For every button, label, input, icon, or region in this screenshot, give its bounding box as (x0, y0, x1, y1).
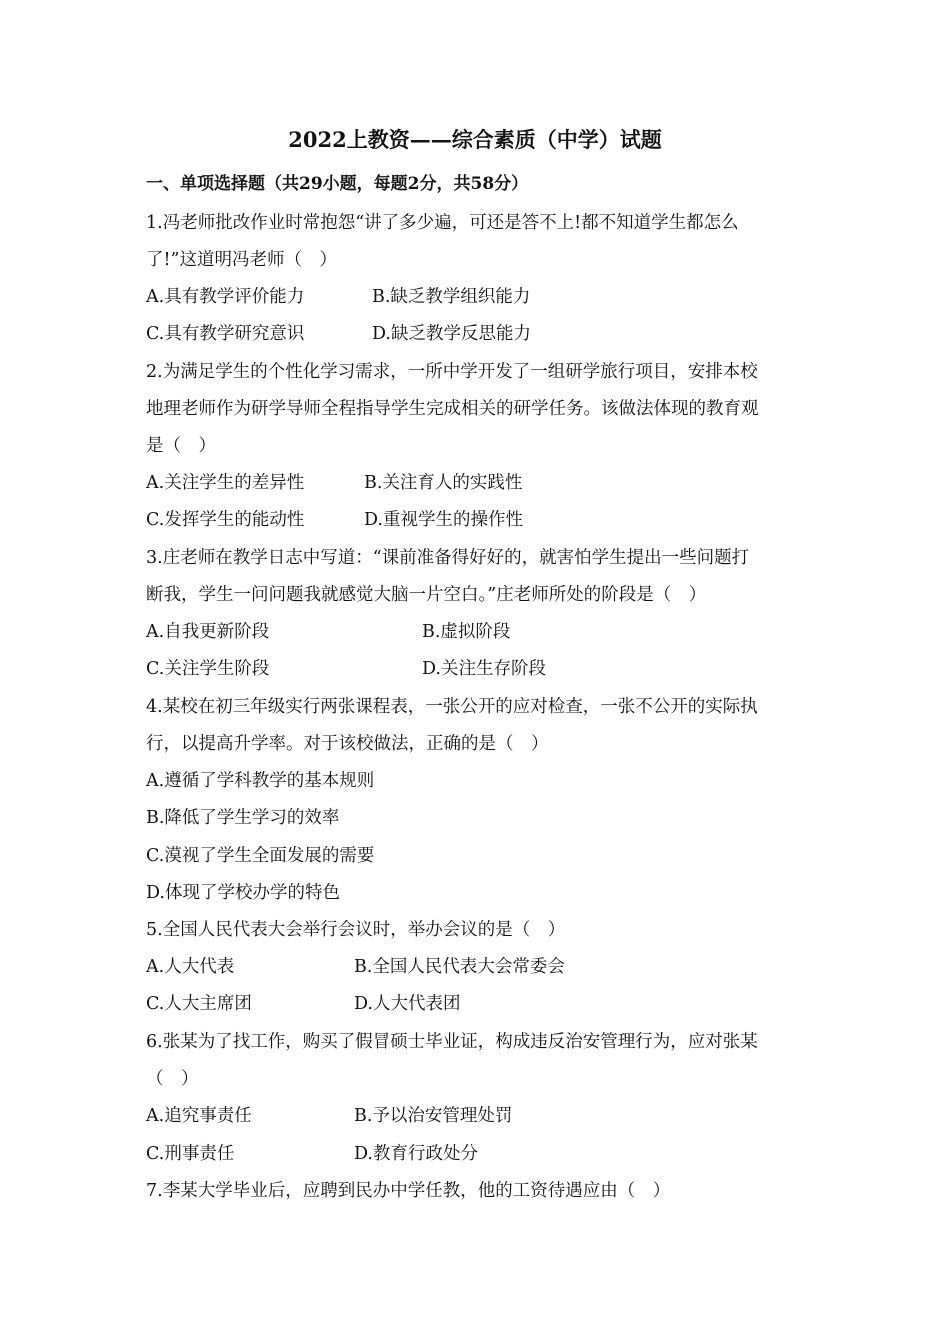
question-3-option-a: A.自我更新阶段 (146, 622, 270, 642)
question-1-option-a: A.具有教学评价能力 (146, 287, 305, 307)
question-2-line-1: 2.为满足学生的个性化学习需求，一所中学开发了一组研学旅行项目，安排本校 (146, 362, 758, 382)
question-2-option-b: B.关注育人的实践性 (364, 473, 523, 493)
question-6-option-d: D.教育行政处分 (354, 1144, 478, 1164)
question-2-line-3: 是（ ） (146, 436, 216, 456)
question-1-option-d: D.缺乏教学反思能力 (372, 324, 531, 344)
question-2-line-2: 地理老师作为研学导师全程指导学生完成相关的研学任务。该做法体现的教育观 (146, 399, 759, 419)
question-6-line-2: （ ） (146, 1069, 199, 1089)
question-2-option-d: D.重视学生的操作性 (364, 510, 523, 530)
question-5-option-d: D.人大代表团 (354, 994, 461, 1014)
question-6-option-b: B.予以治安管理处罚 (354, 1106, 513, 1126)
question-4-line-2: 行，以提高升学率。对于该校做法，正确的是（ ） (146, 734, 549, 754)
question-4-line-1: 4.某校在初三年级实行两张课程表，一张公开的应对检查，一张不公开的实际执 (146, 697, 758, 717)
question-6-option-a: A.追究事责任 (146, 1106, 252, 1126)
question-3-option-c: C.关注学生阶段 (146, 659, 270, 679)
question-5-option-b: B.全国人民代表大会常委会 (354, 957, 565, 977)
section-heading: 一、单项选择题（共29小题，每题2分，共58分） (146, 174, 529, 194)
question-2-option-c: C.发挥学生的能动性 (146, 510, 305, 530)
question-1-line-2: 了!”这道明冯老师（ ） (146, 250, 337, 270)
question-5-option-c: C.人大主席团 (146, 994, 252, 1014)
question-6-option-c: C.刑事责任 (146, 1144, 235, 1164)
question-4-option-b: B.降低了学生学习的效率 (146, 808, 340, 828)
question-1-option-b: B.缺乏教学组织能力 (372, 287, 531, 307)
question-7-line-1: 7.李某大学毕业后，应聘到民办中学任教，他的工资待遇应由（ ） (146, 1181, 671, 1201)
question-5-option-a: A.人大代表 (146, 957, 235, 977)
question-4-option-d: D.体现了学校办学的特色 (146, 883, 340, 903)
question-3-option-b: B.虚拟阶段 (422, 622, 511, 642)
question-4-option-a: A.遵循了学科教学的基本规则 (146, 771, 375, 791)
question-5-line-1: 5.全国人民代表大会举行会议时，举办会议的是（ ） (146, 920, 566, 940)
page-title: 2022上教资——综合素质（中学）试题 (288, 127, 662, 152)
question-2-option-a: A.关注学生的差异性 (146, 473, 305, 493)
question-3-line-2: 断我，学生一问问题我就感觉大脑一片空白。”庄老师所处的阶段是（ ） (146, 585, 707, 605)
question-1-option-c: C.具有教学研究意识 (146, 324, 305, 344)
question-3-line-1: 3.庄老师在教学日志中写道：“课前准备得好好的，就害怕学生提出一些问题打 (146, 548, 750, 568)
question-1-line-1: 1.冯老师批改作业时常抱怨“讲了多少遍，可还是答不上!都不知道学生都怎么 (146, 213, 739, 233)
question-4-option-c: C.漠视了学生全面发展的需要 (146, 846, 375, 866)
question-6-line-1: 6.张某为了找工作，购买了假冒硕士毕业证，构成违反治安管理行为，应对张某 (146, 1032, 758, 1052)
question-3-option-d: D.关注生存阶段 (422, 659, 546, 679)
